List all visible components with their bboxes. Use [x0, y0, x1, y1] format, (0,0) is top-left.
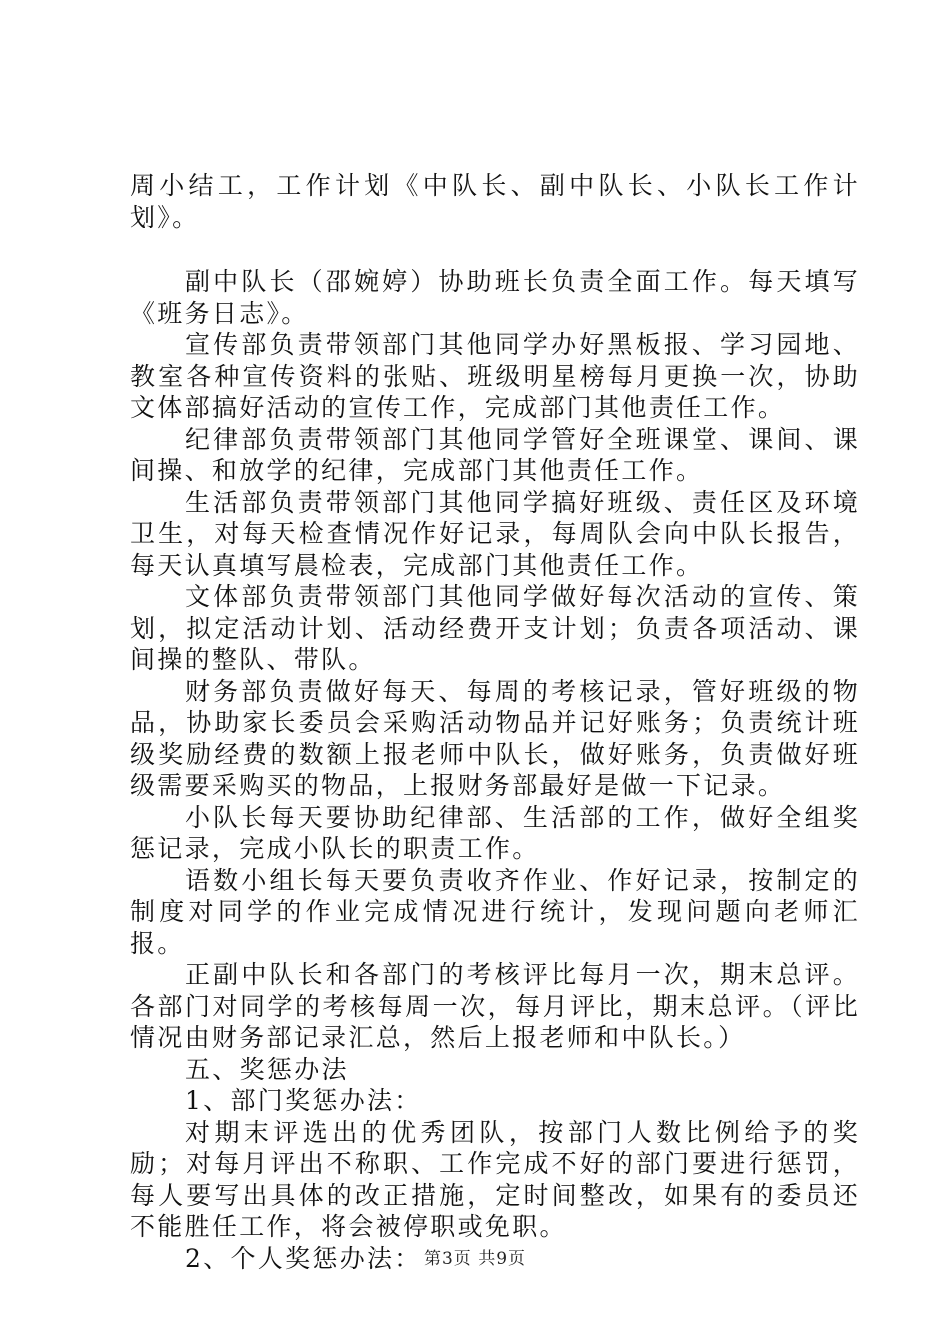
page-number-label: 第3页 共9页	[423, 1249, 527, 1269]
paragraph-publicity-dept: 宣传部负责带领部门其他同学办好黑板报、学习园地、教室各种宣传资料的张贴、班级明星榜每月更换一次，协助文体部搞好活动的宣传工作，完成部门其他责任工作。	[130, 330, 860, 422]
paragraph-evaluation: 正副中队长和各部门的考核评比每月一次，期末总评。各部门对同学的考核每周一次，每月评比，期末总评。（评比情况由财务部记录汇总，然后上报老师和中队长。）	[130, 960, 860, 1052]
document-body	[130, 170, 860, 1274]
paragraph-group-leader: 语数小组长每天要负责收齐作业、作好记录，按制定的制度对同学的作业完成情况进行统计，发现问题向老师汇报。	[130, 865, 860, 958]
subheading-dept-rewards: 1、部门奖惩办法：	[185, 1086, 422, 1115]
section-heading-rewards: 五、奖惩办法	[185, 1054, 349, 1084]
paragraph-life-dept: 生活部负责带领部门其他同学搞好班级、责任区及环境卫生，对每天检查情况作好记录，每周队会向中队长报告，每天认真填写晨检表，完成部门其他责任工作。	[130, 487, 860, 580]
paragraph-vice-captain: 副中队长（邵婉婷）协助班长负责全面工作。每天填写《班务日志》。	[130, 267, 860, 328]
subheading-personal-rewards: 2、个人奖惩办法：	[185, 1243, 422, 1273]
paragraph-summary: 周小结工，工作计划《中队长、副中队长、小队长工作计划》。	[130, 171, 860, 232]
paragraph-discipline-dept: 纪律部负责带领部门其他同学管好全班课堂、课间、课间操、和放学的纪律，完成部门其他责任工作。	[130, 424, 860, 485]
paragraph-dept-rewards: 对期末评选出的优秀团队，按部门人数比例给予的奖励；对每月评出不称职、工作完成不好的部门要进行惩罚，每人要写出具体的改正措施，定时间整改，如果有的委员还不能胜任工作，将会被停职或免职。	[130, 1117, 860, 1241]
page-footer	[0, 1244, 950, 1269]
paragraph-squad-leader: 小队长每天要协助纪律部、生活部的工作，做好全组奖惩记录，完成小队长的职责工作。	[130, 802, 860, 863]
paragraph-finance-dept: 财务部负责做好每天、每周的考核记录，管好班级的物品，协助家长委员会采购活动物品并记好账务；负责统计班级奖励经费的数额上报老师中队长，做好账务，负责做好班级需要采购买的物品，上报财务部最好是做一下记录。	[130, 676, 860, 800]
paragraph-sports-dept: 文体部负责带领部门其他同学做好每次活动的宣传、策划，拟定活动计划、活动经费开支计划；负责各项活动、课间操的整队、带队。	[130, 582, 860, 674]
